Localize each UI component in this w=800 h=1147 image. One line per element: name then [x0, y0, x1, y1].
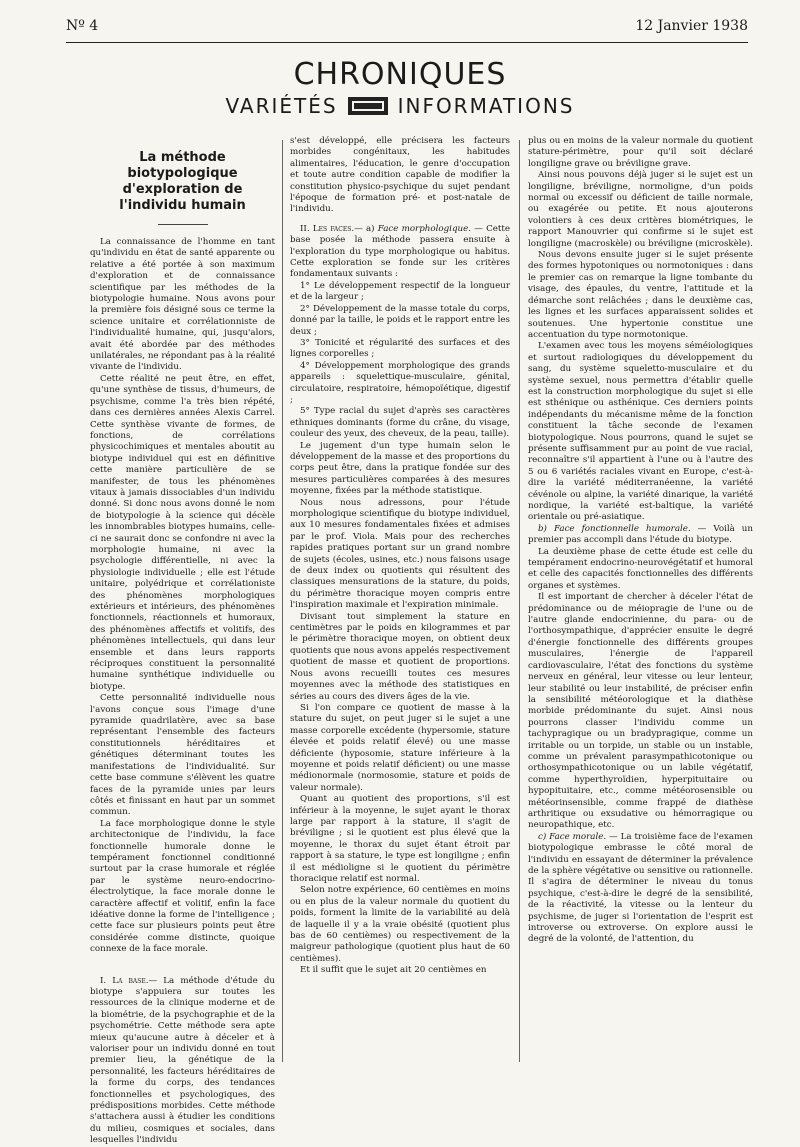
column-rule	[519, 140, 520, 1062]
masthead-title: CHRONIQUES	[293, 57, 507, 92]
paragraph: Selon notre expérience, 60 centièmes en moins ou en plus de la valeur normale du quotient du poids, forment la limite de la variabilité au delà de laquelle il y a la vraie obésité (quotient plus bas de 60 centièmes) ou respectivement de la maigreur pathologique (quotient plus haut de 60 centièmes).	[290, 885, 510, 964]
paragraph: L'examen avec tous les moyens séméiologiques et surtout radiologiques du développement du sang, du système squeletto-musculaire et du système sexuel, nous permettra d'établir quelle est la construction morphologique du sujet si elle est sthénique ou asthénique. Ces derniers points indépendants du mécanisme même de la fonction constituent la tâche seconde de l'examen biotypologique. Nous pourrons, quand le sujet se présente suffisamment pur au point de vue racial, reconnaître s'il appartient à l'une ou à l'autre des 5 ou 6 variétés raciales vivant en Europe, c'est-à-dire la variété méditerranéenne, la variété cévénole ou alpine, la variété dinarique, la variété nordique, la variété est-baltique, la variété orientale ou pré-asiatique.	[528, 341, 753, 523]
section-title: b) Face fonctionnelle humorale.	[538, 523, 691, 534]
column-1	[90, 136, 275, 1147]
list-item: 2° Développement de la masse totale du corps, donné par la taille, le poids et le rapport entre les deux ;	[290, 303, 510, 337]
section-text: — La troisième face de l'examen biotypologique embrasse le côté moral de l'individu en essayant de déterminer la prévalence de la sphère végétative ou sensitive ou rationnelle. Il s'agira de déterminer le niveau du tonus psychique, c'est-à-dire le degré de la sensibilité, de la réactivité, la vitesse ou la lenteur du psychisme, de juger si l'orientation de l'esprit est introverse ou extroverse. On explore aussi le degré de la volonté, de l'attention, du	[528, 831, 753, 945]
section-c	[528, 832, 753, 946]
paragraph: Le jugement d'un type humain selon le développement de la masse et des proportions du corps peut être, dans la pratique fondée sur des mesures particulières comparées à des mesures moyenne, fixées par la méthode statistique.	[290, 440, 510, 497]
paragraph: Ainsi nous pouvons déjà juger si le sujet est un longiligne, bréviligne, normoligne, d'un poids normal ou excessif ou déficient de taille normale, ou exagérée ou petite. Et nous ajouterons volontiers à ces deux critères biométriques, le rapport Manouvrier qui confirme si le sujet est longiligne (macroskèle) ou bréviligne (microskèle).	[528, 170, 753, 249]
paragraph: Et il suffit que le sujet ait 20 centièmes en	[300, 965, 487, 976]
paragraph: Si l'on compare ce quotient de masse à la stature du sujet, on peut juger si le sujet a une masse corporelle excédente (hypersomie, stature élevée et poids relatif élevé) ou une masse déficiente (hyposomie, stature inférieure à la moyenne et poids relatif déficient) ou une masse médionormale (normosomie, stature et poids de valeur normale).	[290, 702, 510, 793]
list-item: 5° Type racial du sujet d'après ses caractères ethniques dominants (forme du crâne, du visage, couleur des yeux, des cheveux, de la peau, taille).	[290, 406, 510, 440]
section-text: — Voilà un premier pas accompli dans l'étude du biotype.	[528, 523, 754, 546]
paragraph: La deuxième phase de cette étude est celle du tempérament endocrino-neurovégétatif et humoral et celle des capacités fonctionnelles des différents organes et systèmes.	[528, 546, 753, 591]
title-rule	[158, 224, 208, 225]
masthead-subtitle	[0, 92, 800, 120]
paragraph: Divisant tout simplement la stature en centimètres par le poids en kilogrammes et par le périmètre thoracique moyen, on obtient deux quotients que nous avons appelés respectivement quotient de masse et quotient de proportions. Nous avons recueilli toutes ces mesures moyennes avec la méthode des statistiques en séries au cours des divers âges de la vie.	[290, 611, 510, 702]
paragraph: Nous devons ensuite juger si le sujet présente des formes hypotoniques ou normotoniques : dans le premier cas on remarque la ligne tombante du visage, des épaules, du ventre, l'attitude et la démarche sont relâchées ; dans le deuxième cas, les lignes et les surfaces apparaissent solides et soutenues. Une hypertonie constitue une accentuation du type normotonique.	[528, 250, 753, 340]
section-b	[528, 524, 753, 547]
column-rule	[282, 140, 283, 1062]
paragraph: Nous nous adressons, pour l'étude morphologique scientifique du biotype individuel, aux 10 mesures fondamentales fixées et admises par le prof. Viola. Mais pour des recherches rapides pratiques portant sur un grand nombre de sujets (écoles, usines, etc.) nous faisons usage de deux index ou quotients qui résultent des classiques mensurations de la stature, du poids, du périmètre thoracique moyen compris entre l'inspiration maximale et l'expiration minimale.	[290, 497, 510, 611]
section-base	[90, 976, 275, 1147]
masthead-left: VARIÉTÉS	[225, 94, 338, 118]
paragraph: La face morphologique donne le style architectonique de l'individu, la face fonctionnelle humorale donne le tempérament fonctionnel conditionné surtout par la crase humorale et réglée par le système neuro-endocrino-électrolytique, la face morale donne le caractère affectif et volitif, enfin la face idéative donne la forme de l'intelligence ; cette face sur plusieurs points peut être considérée comme distincte, quoique connexe de la face morale.	[90, 818, 275, 955]
column-3	[528, 136, 753, 946]
section-text: — La méthode d'étude du biotype s'appuiera sur toutes les ressources de la clinique moderne et de la biométrie, de la psychographie et de la psychométrie. Cette méthode sera apte mieux qu'aucune autre à déceler et à valoriser pour un individu donné en tout premier lieu, la génétique de la personnalité, les facteurs héréditaires de la forme du corps, des tendances fonctionnelles et psychologiques, des prédispositions morbides. Cette méthode s'attachera aussi à étudier les conditions du milieu, cosmiques et sociales, dans lesquelles l'individu	[90, 975, 275, 1146]
list-item: 3° Tonicité et régularité des surfaces et des lignes corporelles ;	[290, 337, 510, 360]
section-label: II. Les faces.	[300, 223, 355, 234]
column-2	[290, 136, 510, 977]
section-faces	[290, 224, 510, 281]
masthead	[0, 58, 800, 120]
paragraph: Cette personnalité individuelle nous l'avons conçue sous l'image d'une pyramide quadrilatère, avec sa base représentant l'ensemble des facteurs constitutionnels héréditaires et génétiques déterminant toutes les manifestations de l'individualité. Sur cette base commune s'élèvent les quatre faces de la pyramide unies par leurs côtés et finissant en haut par un sommet commun.	[90, 693, 275, 818]
paragraph: La connaissance de l'homme en tant qu'individu en état de santé apparente ou relative a été portée à son maximum d'exploration et de connaissance scientifique par les méthodes de la biotypologie humaine. Nous avons pour la première fois désigné sous ce terme la science unitaire et corrélationniste de l'individualité humaine, qui, jusqu'alors, avait été abordée par des méthodes unilatérales, ne répondant pas à la réalité vivante de l'individu.	[90, 237, 275, 373]
paragraph: Il est important de chercher à déceler l'état de prédominance ou de méiopragie de l'une ou de l'autre glande endocrinienne, du para- ou de l'orthosympathique, d'apprécier ensuite le degré d'énergie fonctionnelle des différents groupes musculaires, l'énergie de l'appareil cardiovasculaire, l'état des fonctions du système nerveux en général, leur vitesse ou leur lenteur, leur stabilité ou leur instabilité, de préciser enfin la sensibilité météorologique et la diathèse morbide prédominante du sujet. Ainsi nous pourrons classer l'individu comme un tachypragique ou un bradypragique, comme un irritable ou un torpide, un stable ou un instable, comme un prévalent parasympathicotonique ou orthosympathicotonique ou un labile végétatif, comme hyperthyroïdien, hyperpituitaire ou hypopituitaire, etc., comme météorosensible ou météorinsensible, comme frappé de diathèse arthritique ou exsudative ou hémorragique ou neuropathique, etc.	[528, 592, 753, 831]
spacer	[90, 956, 275, 976]
header-rule	[66, 42, 748, 43]
paragraph: Cette réalité ne peut être, en effet, qu'une synthèse de tissus, d'humeurs, de psychisme, comme l'a très bien répété, dans ces dernières années Alexis Carrel. Cette synthèse vivante de formes, de fonctions, de corrélations physicochimiques et mentales aboutit au biotype individuel qui est en définitive cette manière particulière de se manifester, de tous les phénomènes vitaux à jamais dissociables d'un individu donné. Si donc nous avons donné le nom de biotypologie à la science qui décèle les innombrables biotypes humains, celle-ci ne saurait donc se confondre ni avec la morphologie humaine, ni avec la psychologie différentielle, ni avec la physiologie individuelle ; elle est l'étude unitaire, polyédrique et corrélationiste des phénomènes morphologiques extérieurs et intérieurs, des phénomènes fonctionnels, réactionnels et humoraux, des phénomènes affectifs et volitifs, des phénomènes intellectuels, qui dans leur ensemble et dans leurs rapports réciproques constituent la personnalité humaine synthétique individuelle ou biotype.	[90, 373, 275, 692]
spacer	[290, 216, 510, 224]
masthead-right: INFORMATIONS	[397, 94, 575, 118]
issue-date: 12 Janvier 1938	[635, 18, 748, 34]
section-sub: — a)	[354, 223, 378, 234]
section-text: — Cette base posée la méthode passera ensuite à l'exploration du type morphologique ou habitus. Cette exploration se fonde sur les critères fondamentaux suivants :	[290, 223, 511, 280]
article-title: La méthode biotypologique d'exploration de l'individu humain	[119, 150, 246, 213]
section-label: I. La base.	[100, 975, 149, 986]
section-title: c) Face morale.	[538, 831, 607, 842]
paragraph: s'est développé, elle précisera les facteurs morbides congénitaux, les habitudes alimentaires, l'éducation, le genre d'occupation et toute autre condition capable de modifier la constitution physico-psychique du sujet pendant l'époque de formation pré- et post-natale de l'individu.	[290, 136, 510, 215]
ornament-icon	[348, 97, 388, 115]
issue-number: Nº 4	[66, 18, 99, 34]
paragraph: Quant au quotient des proportions, s'il est inférieur à la moyenne, le sujet ayant le thorax large par rapport à la stature, il s'agit de bréviligne ; si le quotient est plus élevé que la moyenne, le thorax du sujet étant étroit par rapport à sa stature, le type est longiligne ; enfin il est médioligne si le quotient du périmètre thoracique relatif est normal.	[290, 794, 510, 884]
section-title: Face morphologique.	[377, 223, 472, 234]
list-item: 1° Le développement respectif de la longueur et de la largeur ;	[290, 280, 510, 303]
paragraph: plus ou en moins de la valeur normale du quotient stature-périmètre, pour qu'il soit déclaré longiligne grave ou bréviligne grave.	[528, 136, 753, 169]
header-line	[66, 18, 748, 38]
list-item: 4° Développement morphologique des grands appareils : squelettique-musculaire, génital, circulatoire, respiratoire, hémopoïétique, digestif ;	[290, 360, 510, 405]
